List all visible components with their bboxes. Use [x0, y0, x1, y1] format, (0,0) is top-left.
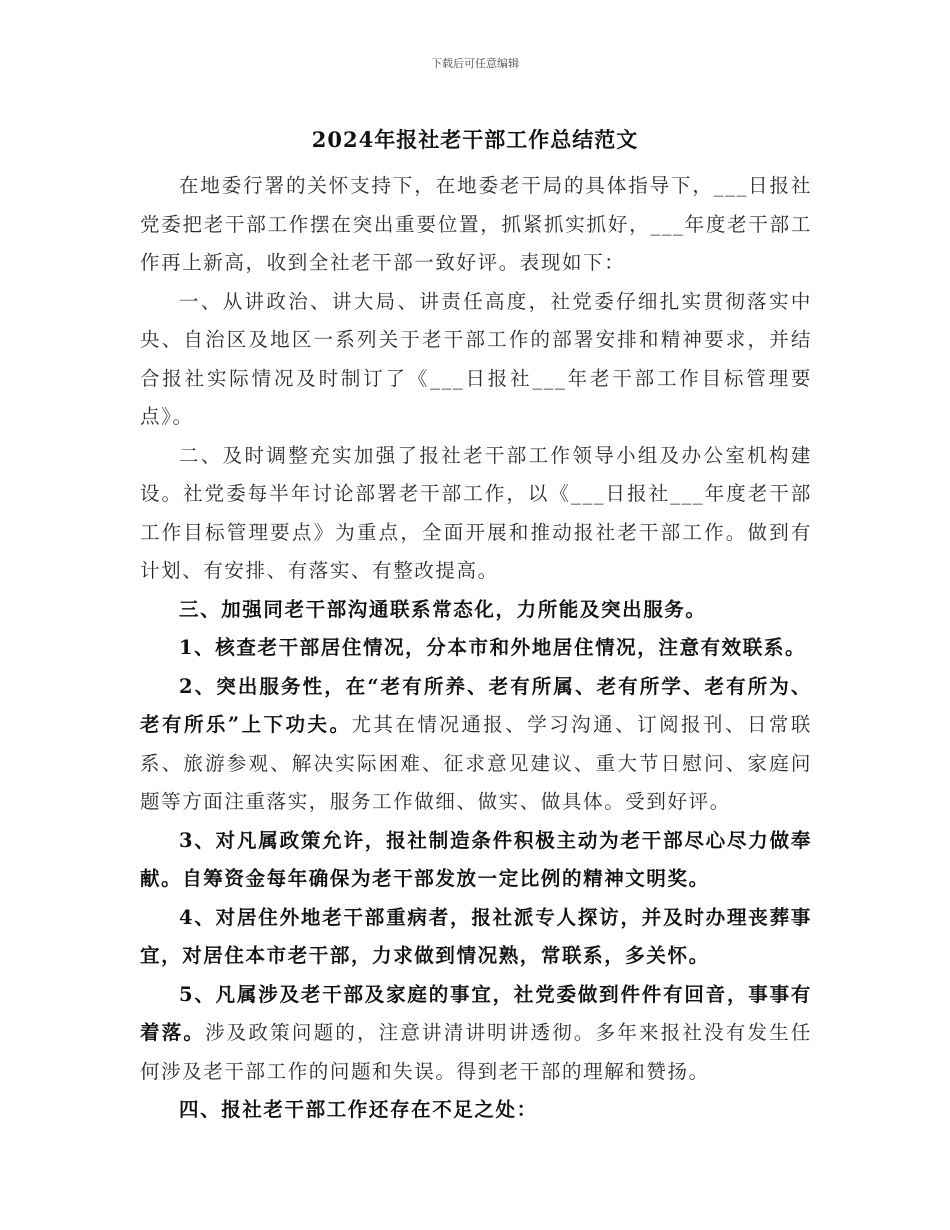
paragraph-item-4: 4、对居住外地老干部重病者，报社派专人探访，并及时办理丧葬事宜，对居住本市老干部，力求做到情况熟，常联系，多关怀。 [140, 905, 812, 967]
paragraph-item-2: 2、突出服务性，在“老有所养、老有所属、老有所学、老有所为、老有所乐”上下功夫。尤其在情况通报、学习沟通、订阅报刊、日常联系、旅游参观、解决实际困难、征求意见建议、重大节日慰问、家庭问题等方面注重落实，服务工作做细、做实、做具体。受到好评。 [140, 674, 813, 813]
paragraph-section-3-heading: 三、加强同老干部沟通联系常态化，力所能及突出服务。 [179, 597, 707, 621]
document-body [140, 167, 812, 1130]
paragraph-item-1: 1、核查老干部居住情况，分本市和外地居住情况，注意有效联系。 [179, 636, 807, 659]
paragraph-section-1: 一、从讲政治、讲大局、讲责任高度，社党委仔细扎实贯彻落实中央、自治区及地区一系列关于老干部工作的部署安排和精神要求，并结合报社实际情况及时制订了《___日报社___年老干部工作目标管理要点》。 [140, 289, 812, 428]
paragraph-section-2: 二、及时调整充实加强了报社老干部工作领导小组及办公室机构建设。社党委每半年讨论部署老干部工作，以《___日报社___年度老干部工作目标管理要点》为重点，全面开展和推动报社老干部工作。做到有计划、有安排、有落实、有整改提高。 [140, 443, 812, 582]
paragraph-intro: 在地委行署的关怀支持下，在地委老干局的具体指导下，___日报社党委把老干部工作摆在突出重要位置，抓紧抓实抓好，___年度老干部工作再上新高，收到全社老干部一致好评。表现如下： [140, 174, 812, 274]
paragraph-section-4-heading: 四、报社老干部工作还存在不足之处： [179, 1098, 538, 1121]
header-note: 下载后可任意编辑 [431, 57, 519, 70]
paragraph-item-3: 3、对凡属政策允许，报社制造条件积极主动为老干部尽心尽力做奉献。自筹资金每年确保为老干部发放一定比例的精神文明奖。 [140, 828, 812, 890]
paragraph-item-5: 5、凡属涉及老干部及家庭的事宜，社党委做到件件有回音，事事有着落。涉及政策问题的，注意讲清讲明讲透彻。多年来报社没有发生任何涉及老干部工作的问题和失误。得到老干部的理解和赞扬。 [140, 982, 812, 1083]
document-title: 2024年报社老干部工作总结范文 [311, 127, 639, 152]
